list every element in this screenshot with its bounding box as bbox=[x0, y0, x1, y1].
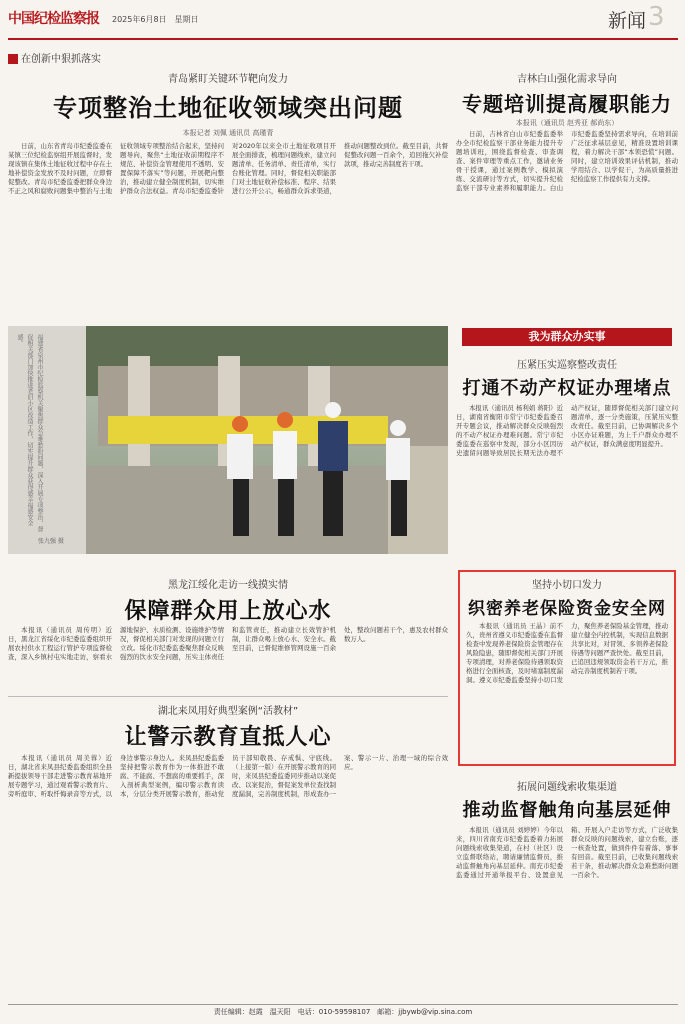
photo-caption: 福建省泉州市纪检监察机关聚焦群众急难愁盼问题，深入开展专项整治，督促相关部门加快推进老旧小区改造工作，切实提升群众获得感幸福感安全感。 bbox=[16, 334, 43, 532]
story1-byline: 本报记者 刘佩 通讯员 高瑾青 bbox=[182, 129, 274, 137]
masthead-divider bbox=[8, 38, 678, 40]
story6-kicker: 坚持小切口发力 bbox=[532, 580, 602, 591]
column-tag bbox=[8, 50, 178, 66]
newspaper-logo: 中国纪检监察报 bbox=[8, 11, 99, 27]
story4-headline: 专题培训提高履职能力 bbox=[462, 92, 672, 116]
story4-text: 日前，吉林省白山市纪委监委举办全市纪检监察干部业务能力提升专题培训班，围绕监督检查、审查调查、案件审理等重点工作，邀请业务骨干授课，通过案例教学、模拟演练、交流研讨等方式，切实提升纪检监察干部专业素养和履职能力。白山市纪委监委坚持需求导向，在培训前广泛征求基层意见，精准设置培训课程，着力解决干部“本领恐慌”问题。同时，建立培训效果评估机制，推动学用结合、以学促干，为高质量推进纪检监察工作提供有力支撑。 bbox=[456, 130, 678, 192]
story5-body bbox=[456, 404, 678, 564]
story6-body bbox=[466, 622, 668, 762]
story2-text: 本报讯（通讯员 周传明）近日，黑龙江省绥化市纪委监委组织开展农村供水工程运行管护专项监督检查，深入乡镇村屯实地走访，察看水源地保护、水质检测、设施维护等情况，督促相关部门对发现的问题立行立改。绥化市纪委监委聚焦群众反映强烈的饮水安全问题，压实主体责任和监管责任，推动建立长效管护机制，让群众喝上放心水、安全水。截至目前，已督促维修管网设施一百余处，整改问题若干个，惠及农村群众数万人。 bbox=[8, 626, 448, 661]
story4-body bbox=[456, 130, 678, 320]
divider bbox=[8, 696, 448, 697]
story1-text: 日前，山东省青岛市纪委监委在某镇三位纪检监察组开展监督时，发现该镇在集体土地征收过程中存在土地补偿资金发放不及时问题，立即督促整改。青岛市纪委监委把群众身边不正之风和腐败问题集中整治与土地征收领域专项整治结合起来，坚持问题导向，聚焦“土地征收前期程序不规范、补偿资金管理使用不透明、安置保障不落实”等问题，开展靶向整治，推动建立健全制度机制，切实维护群众合法权益。青岛市纪委监委针对2020年以来全市土地征收项目开展全面排查，梳理问题线索，建立问题清单、任务清单、责任清单，实行台账化管理。同时，督促相关职能部门对土地征收补偿标准、程序、结果进行公开公示，畅通群众诉求渠道，推动问题整改到位。截至目前，共督促整改问题一百余个，追回拖欠补偿款项，推动完善制度若干项。 bbox=[8, 142, 448, 195]
story7-kicker: 拓展问题线索收集渠道 bbox=[517, 782, 617, 793]
story5-kicker: 压紧压实巡察整改责任 bbox=[517, 360, 617, 371]
story3-kicker: 湖北来凤用好典型案例“活教材” bbox=[157, 706, 299, 717]
story3-body bbox=[8, 754, 448, 1000]
story1-body bbox=[8, 142, 448, 322]
story5-headline: 打通不动产权证办理堵点 bbox=[462, 378, 672, 399]
story2-headline: 保障群众用上放心水 bbox=[124, 599, 332, 624]
story7-text: 本报讯（通讯员 刘婷婷）今年以来，四川省南充市纪委监委着力拓展问题线索收集渠道，在村（社区）设立监督联络站，聘请廉情监督员，推动监督触角向基层延伸。南充市纪委监委通过开通举报平台、设置意见箱、开展入户走访等方式，广泛收集群众反映的问题线索，建立台账，逐一核查处置，做到件件有着落、事事有回音。截至目前，已收集问题线索若干条，推动解决群众急难愁盼问题一百余个。 bbox=[456, 826, 678, 879]
issue-date: 2025年6月8日 星期日 bbox=[112, 15, 199, 24]
story2-body bbox=[8, 626, 448, 684]
photo-credit: 张九强 摄 bbox=[38, 538, 64, 545]
story4-kicker: 吉林白山强化需求导向 bbox=[517, 74, 617, 85]
page-number: 3 bbox=[648, 2, 665, 32]
story4-byline: 本报讯（通讯员 赵秀亚 郝尚东） bbox=[515, 119, 619, 127]
news-photo bbox=[8, 326, 448, 554]
story1-headline: 专项整治土地征收领域突出问题 bbox=[53, 94, 403, 122]
photo-caption-box bbox=[8, 326, 86, 554]
story6-headline: 织密养老保险资金安全网 bbox=[468, 599, 666, 619]
story5-text: 本报讯（通讯员 杨利娟 蒋阳）近日，湖南省衡阳市常宁市纪委监委召开专题会议，推动解决群众反映强烈的不动产权证办理难问题。常宁市纪委监委在巡察中发现，部分小区因历史遗留问题导致居民长期无法办理不动产权证，随即督促相关部门建立问题清单，逐一分类施策，压紧压实整改责任。截至目前，已协调解决多个小区办证难题，为上千户群众办理不动产权证，群众满意度明显提升。 bbox=[456, 404, 678, 457]
tag-square-icon bbox=[8, 54, 18, 64]
column-tag-label: 在创新中狠抓落实 bbox=[21, 54, 101, 65]
section-band: 我为群众办实事 bbox=[462, 328, 672, 346]
masthead bbox=[8, 2, 678, 40]
page-footer: 责任编辑：赵霞 温天阳 电话：010-59598107 邮箱：jjbywb@vip.sina.com bbox=[8, 1004, 678, 1018]
highlighted-story-box bbox=[458, 570, 676, 766]
section-title: 新闻 bbox=[608, 10, 647, 32]
story7-body bbox=[456, 826, 678, 998]
story2-kicker: 黑龙江绥化走访一线摸实情 bbox=[168, 580, 288, 591]
story1-kicker: 青岛紧盯关键环节靶向发力 bbox=[168, 74, 288, 85]
story7-headline: 推动监督触角向基层延伸 bbox=[462, 800, 672, 821]
story3-text: 本报讯（通讯员 周美蓉）近日，湖北省来凤县纪委监委组织全县新提拔领导干部走进警示教育基地开展专题学习，通过观看警示教育片、旁听庭审、听取忏悔录音等方式，以身边事警示身边人。来凤县纪委监委坚持把警示教育作为一体推进不敢腐、不能腐、不想腐的重要抓手，深入剖析典型案例，编印警示教育读本，分层分类开展警示教育，推动党员干部知敬畏、存戒惧、守底线。（上接第一版）在开展警示教育的同时，来凤县纪委监委同步推动以案促改、以案促治，督促案发单位查找制度漏洞，完善制度机制，形成查办一案、警示一片、治理一域的综合效应。 bbox=[8, 754, 448, 798]
story3-headline: 让警示教育直抵人心 bbox=[124, 725, 332, 750]
story6-text: 本报讯（通讯员 王晶）前不久，贵州省遵义市纪委监委在监督检查中发现养老保险资金管理存在风险隐患，随即督促相关部门开展专项清理，对养老保险待遇领取资格进行全面核查，及时堵塞制度漏洞。遵义市纪委监委坚持小切口发力，聚焦养老保险基金管理，推动建立健全内控机制，实现信息数据共享比对，对冒领、多领养老保险待遇等问题严查快处。截至目前，已追回违规领取资金若干万元，推动完善制度机制若干项。 bbox=[466, 622, 668, 684]
